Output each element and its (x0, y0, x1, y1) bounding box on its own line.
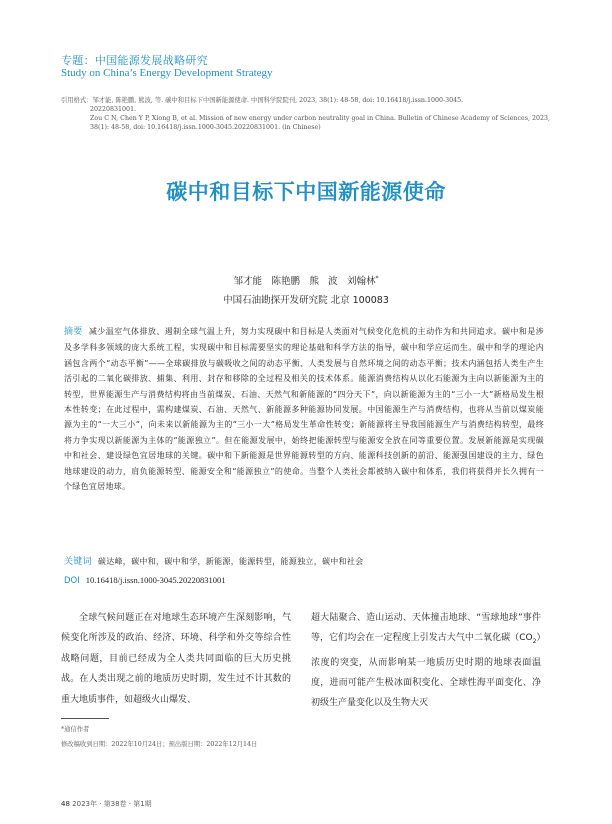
citation-zh-text: 邹才能, 陈艳鹏, 熊波, 等. 碳中和目标下中国新能源使命. 中国科学院院刊, 2023, 38(1): 48-58, doi: 10.16418/j.issn.1000-3045. (92, 97, 464, 104)
page-number: 48 (61, 800, 70, 808)
citation-en-line2: 38(1): 48-58, doi: 10.16418/j.issn.1000-3045.20220831001. (in Chinese) (90, 124, 321, 131)
citation-zh-cont: 20220831001. (90, 106, 137, 113)
topic-title-en: Study on China’s Energy Development Strategy (61, 67, 273, 79)
corresponding-mark: * (375, 274, 379, 282)
citation-label: 引用格式： (61, 97, 93, 104)
footnote-divider (61, 718, 109, 719)
topic-title-zh: 专题：中国能源发展战略研究 (61, 54, 208, 67)
abstract (64, 324, 544, 494)
doi-label: DOI (64, 576, 80, 586)
keywords (64, 554, 544, 567)
authors (0, 273, 612, 287)
body-column-left (61, 608, 291, 710)
citation-en-line1: Zou C N, Chen Y P, Xiong B, et al. Mission of new energy under carbon neutrality goal in China. Bulletin of Chinese Academy of Sciences, 2023, (90, 115, 551, 122)
footnote-dates: 修改稿收到日期：2022年10月24日；预出版日期：2022年12月14日 (61, 741, 258, 748)
issue-info: 2023年 · 第38卷 · 第1期 (72, 800, 152, 808)
keywords-label: 关键词 (64, 557, 92, 567)
author-names: 邹才能 陈艳鹏 熊 波 刘翰林 (233, 276, 376, 287)
abstract-text: 减少温室气体排放、遏制全球气温上升，努力实现碳中和目标是人类面对气候变化危机的主动作为和共同追求。碳中和是涉及多学科多领域的庞大系统工程，实现碳中和目标需要坚实的理论基础和科学方法的指导，碳中和学应运而生。碳中和学的理论内涵包含两个“动态平衡”——全球碳排放与碳吸收之间的动态平衡、人类发展与自然环境之间的动态平衡；技术内涵包括人类生产生活引起的二氧化碳排放、捕集、利用、封存和移除的全过程及相关的技术体系。能源消费结构从以化石能源为主向以新能源为主的转型，世界能源生产与消费结构将由当前煤炭、石油、天然气和新能源的“四分天下”，向以新能源为主的“三小一大”新格局发生根本性转变；在此过程中，需构建煤炭、石油、天然气、新能源多种能源协同发展。中国能源生产与消费结构，也将从当前以煤炭能源为主的“一大三小”，向未来以新能源为主的“三小一大”格局发生革命性转变；新能源将主导我国能源生产与消费结构转型，最终将力争实现以新能源为主体的“能源独立”。但在能源发展中，始终把能源转型与能源安全放在同等重要位置。发展新能源是实现碳中和社会、建设绿色宜居地球的关键。碳中和下新能源是世界能源转型的方向、能源科技创新的前沿、能源强国建设的主力、绿色地球建设的动力，肩负能源转型、能源安全和“能源独立”的使命。当整个人类社会都被纳入碳中和体系，我们将获得并长久拥有一个绿色宜居地球。 (64, 327, 544, 492)
footnote-corresponding: *通信作者 (61, 726, 90, 733)
body-text-part2: ）浓度的突变，从而影响某一地质历史时期的地球表面温度，进而可能产生极冰面积变化、全球性海平面变化、净初级生产量变化以及生物大灭 (311, 633, 541, 709)
body-text-part1: 超大陆聚合、造山运动、天体撞击地球、“雪球地球”事件等，它们均会在一定程度上引发古大气中二氧化碳（CO (311, 613, 541, 644)
body-paragraph: 全球气候问题正在对地球生态环境产生深刻影响，气候变化所涉及的政治、经济、环境、科学和外交等综合性战略问题，目前已经成为全人类共同面临的巨大历史挑战。在人类出现之前的地质历史时期，发生过不计其数的重大地质事件，如超级火山爆发、 (61, 613, 291, 705)
co2-subscript: 2 (532, 638, 537, 646)
affiliation: 中国石油勘探开发研究院 北京 100083 (223, 295, 389, 306)
citation-zh (61, 96, 551, 105)
doi-link[interactable]: 10.16418/j.issn.1000-3045.20220831001 (85, 575, 226, 585)
doi (64, 575, 544, 586)
article-title: 碳中和目标下中国新能源使命 (166, 180, 446, 204)
page-footer (61, 799, 152, 809)
abstract-label: 摘要 (64, 327, 83, 337)
citation-block (61, 96, 551, 132)
keywords-text: 碳达峰，碳中和，碳中和学，新能源，能源转型，能源独立，碳中和社会 (97, 557, 364, 566)
body-column-right (311, 608, 541, 714)
